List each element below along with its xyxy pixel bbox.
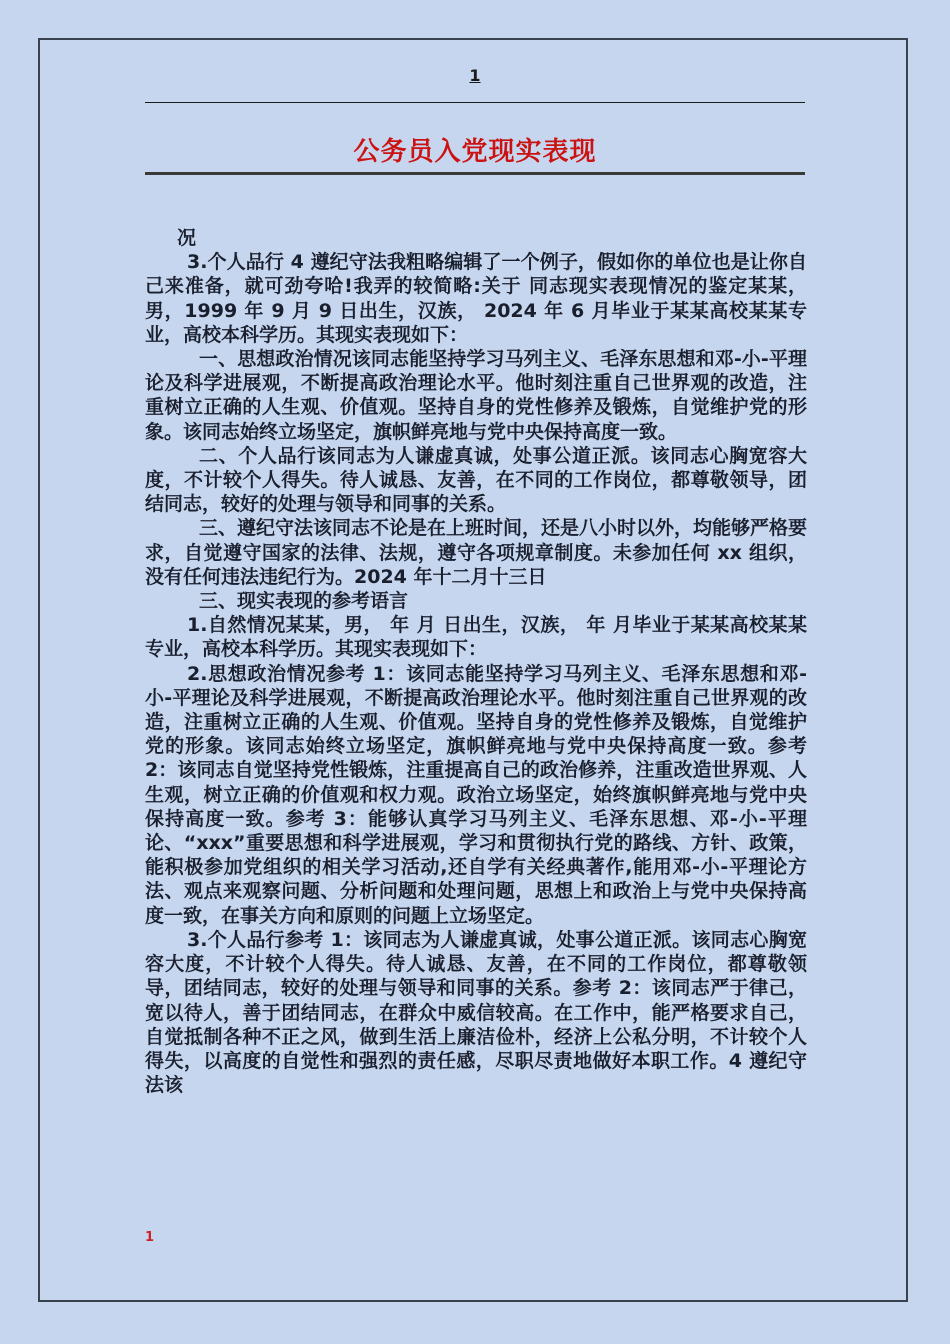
header-page-number: 1 (469, 66, 481, 85)
paragraph: 3.个人品行参考 1：该同志为人谦虚真诚，处事公道正派。该同志心胸宽容大度，不计较个人得失。待人诚恳、友善，在不同的工作岗位，都尊敬领导，团结同志，较好的处理与领导和同事的关系。参考 2：该同志严于律己，宽以待人，善于团结同志，在群众中威信较高。在工作中，能严格要求自己，自觉抵制各种不正之风，做到生活上廉洁俭朴，经济上公私分明，不计较个人得失，以高度的自觉性和强烈的责任感，尽职尽责地做好本职工作。4 遵纪守法该 (145, 928, 807, 1097)
paragraph: 二、个人品行该同志为人谦虚真诚，处事公道正派。该同志心胸宽容大度，不计较个人得失。待人诚恳、友善，在不同的工作岗位，都尊敬领导，团结同志，较好的处理与领导和同事的关系。 (145, 444, 807, 516)
document-body (145, 226, 807, 1097)
footer-page-number: 1 (145, 1230, 155, 1245)
paragraph: 一、思想政治情况该同志能坚持学习马列主义、毛泽东思想和邓-小-平理论及科学进展观，不断提高政治理论水平。他时刻注重自己世界观的改造，注重树立正确的人生观、价值观。坚持自身的党性修养及锻炼，自觉维护党的形象。该同志始终立场坚定，旗帜鲜亮地与党中央保持高度一致。 (145, 348, 807, 443)
paragraph: 况 (177, 227, 197, 249)
document-title: 公务员入党现实表现 (353, 137, 597, 167)
paragraph: 3.个人品行 4 遵纪守法我粗略编辑了一个例子，假如你的单位也是让你自己来准备，就可劲夸哈!我弄的较简略:关于 同志现实表现情况的鉴定某某，男，1999 年 9 月 9 日出生，汉族， 2024 年 6 月毕业于某某高校某某专业，高校本科学历。其现实表现如下： (145, 251, 807, 346)
paragraph: 三、遵纪守法该同志不论是在上班时间，还是八小时以外，均能够严格要求，自觉遵守国家的法律、法规，遵守各项规章制度。未参加任何 xx 组织，没有任何违法违纪行为。2024 年十二月十三日 (145, 517, 808, 588)
paragraph: 三、现实表现的参考语言 (199, 590, 409, 613)
header-divider (145, 102, 805, 103)
title-divider (145, 172, 805, 175)
paragraph: 2.思想政治情况参考 1：该同志能坚持学习马列主义、毛泽东思想和邓-小-平理论及科学进展观，不断提高政治理论水平。他时刻注重自己世界观的改造，注重树立正确的人生观、价值观。坚持自身的党性修养及锻炼，自觉维护党的形象。该同志始终立场坚定，旗帜鲜亮地与党中央保持高度一致。参考 2：该同志自觉坚持党性锻炼，注重提高自己的政治修养，注重改造世界观、人生观，树立正确的价值观和权力观。政治立场坚定，始终旗帜鲜亮地与党中央保持高度一致。参考 3：能够认真学习马列主义、毛泽东思想、邓-小-平理论、“xxx”重要思想和科学进展观，学习和贯彻执行党的路线、方针、政策，能积极参加党组织的相关学习活动,还自学有关经典著作,能用邓-小-平理论方法、观点来观察问题、分析问题和处理问题，思想上和政治上与党中央保持高度一致，在事关方向和原则的问题上立场坚定。 (145, 662, 807, 927)
paragraph: 1.自然情况某某，男， 年 月 日出生，汉族， 年 月毕业于某某高校某某专业，高校本科学历。其现实表现如下： (145, 614, 807, 661)
